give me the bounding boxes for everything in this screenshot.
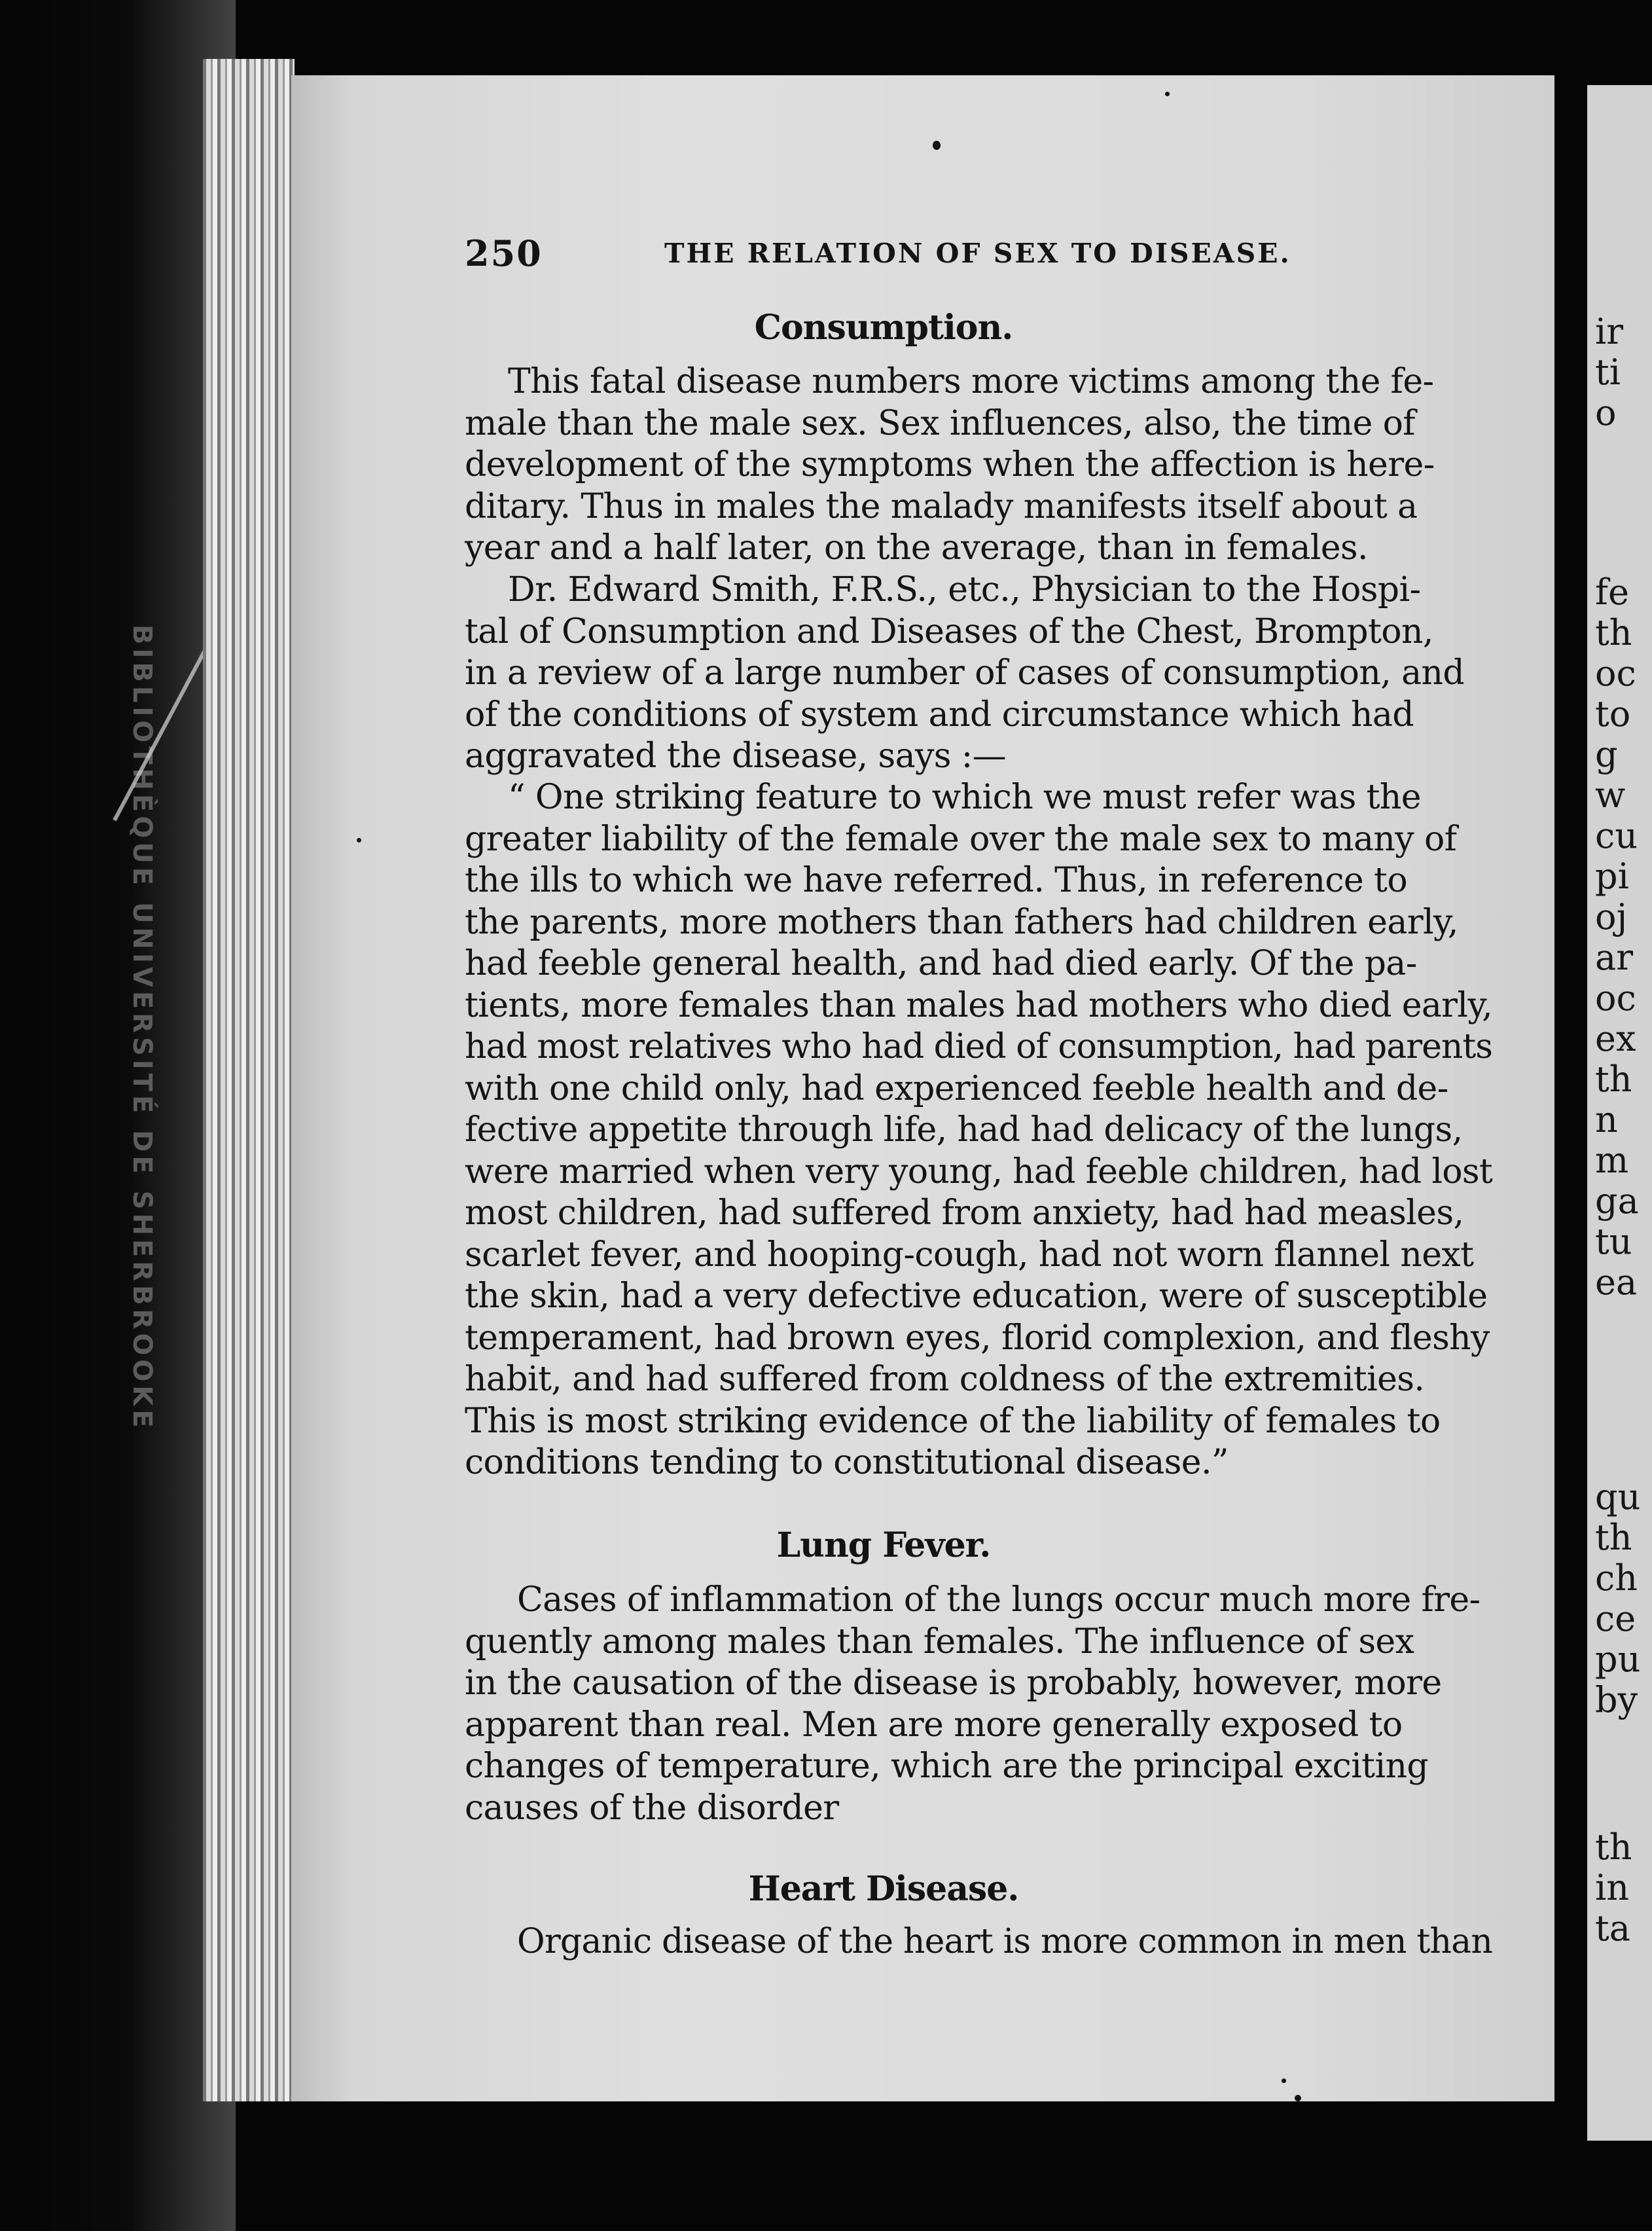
text-line: the skin, had a very defective education, were of susceptible bbox=[465, 1277, 1488, 1316]
ink-speck bbox=[1165, 92, 1170, 96]
facing-page-fragment: ta bbox=[1595, 1908, 1630, 1949]
facing-page-fragment: to bbox=[1595, 693, 1631, 735]
facing-page-fragment: th bbox=[1595, 1059, 1632, 1100]
text-line: of the conditions of system and circumstance which had bbox=[465, 695, 1414, 735]
paragraph-consumption-1 bbox=[465, 361, 1492, 570]
library-stamp: BIBLIOTHÈQUE UNIVERSITÉ DE SHERBROOKE bbox=[127, 624, 157, 1432]
text-line: were married when very young, had feeble children, had lost bbox=[465, 1152, 1492, 1191]
facing-page-fragment: oj bbox=[1595, 896, 1628, 937]
facing-page-fragment: by bbox=[1595, 1679, 1638, 1720]
text-line: most children, had suffered from anxiety, had had measles, bbox=[465, 1193, 1464, 1233]
facing-page-fragment: m bbox=[1595, 1140, 1629, 1181]
facing-page-fragment: tu bbox=[1595, 1221, 1632, 1262]
text-line: apparent than real. Men are more generally exposed to bbox=[465, 1705, 1403, 1745]
text-line: habit, and had suffered from coldness of the extremities. bbox=[465, 1360, 1425, 1399]
facing-page-fragment: pu bbox=[1595, 1639, 1641, 1680]
facing-page-fragment: ga bbox=[1595, 1180, 1639, 1222]
facing-page-fragment: th bbox=[1595, 1517, 1632, 1558]
text-line: ditary. Thus in males the malady manifests itself about a bbox=[465, 486, 1418, 526]
running-header bbox=[465, 232, 1302, 274]
text-line: scarlet fever, and hooping-cough, had not worn flannel next bbox=[465, 1235, 1474, 1275]
text-line: male than the male sex. Sex influences, also, the time of bbox=[465, 403, 1415, 443]
text-line: quently among males than females. The influence of sex bbox=[465, 1622, 1414, 1661]
ink-speck bbox=[933, 141, 941, 150]
ink-speck bbox=[1295, 2095, 1301, 2101]
section-heading-consumption: Consumption. bbox=[754, 308, 1013, 348]
text-line: had most relatives who had died of consumption, had parents bbox=[465, 1027, 1492, 1066]
facing-page-fragment: ex bbox=[1595, 1018, 1636, 1059]
facing-page-fragment: fe bbox=[1595, 571, 1629, 613]
facing-page-fragment: w bbox=[1595, 774, 1626, 816]
page-number: 250 bbox=[465, 232, 543, 274]
facing-page-fragment: pi bbox=[1595, 856, 1629, 897]
text-line: fective appetite through life, had had delicacy of the lungs, bbox=[465, 1110, 1463, 1150]
text-line: greater liability of the female over the male sex to many of bbox=[465, 819, 1457, 859]
facing-page-fragment: ce bbox=[1595, 1598, 1636, 1639]
ink-speck bbox=[1282, 2078, 1286, 2083]
ink-speck bbox=[357, 838, 361, 843]
text-line: development of the symptoms when the affection is here- bbox=[465, 445, 1435, 484]
facing-page-edge bbox=[1587, 85, 1652, 2141]
facing-page-fragment: ir bbox=[1595, 311, 1624, 352]
text-line: the ills to which we have referred. Thus, in reference to bbox=[465, 861, 1408, 900]
text-line: the parents, more mothers than fathers had children early, bbox=[465, 902, 1458, 942]
text-line: causes of the disorder bbox=[465, 1788, 839, 1828]
text-line: conditions tending to constitutional disease.” bbox=[465, 1443, 1229, 1482]
facing-page-fragment: qu bbox=[1595, 1476, 1641, 1517]
paragraph-heart-disease bbox=[517, 1921, 1492, 1963]
paragraph-quotation bbox=[465, 777, 1492, 1484]
facing-page-fragment: ch bbox=[1595, 1557, 1638, 1599]
text-line: aggravated the disease, says :— bbox=[465, 736, 1007, 776]
text-line: “ One striking feature to which we must refer was the bbox=[508, 778, 1421, 817]
text-line: Organic disease of the heart is more common in men than bbox=[517, 1922, 1492, 1961]
facing-page-fragment: cu bbox=[1595, 815, 1638, 856]
text-line: tal of Consumption and Diseases of the Chest, Brompton, bbox=[465, 611, 1433, 651]
section-heading-lung-fever: Lung Fever. bbox=[776, 1525, 991, 1565]
facing-page-fragment: oc bbox=[1595, 977, 1636, 1019]
text-line: with one child only, had experienced feeble health and de- bbox=[465, 1068, 1448, 1108]
text-line: This fatal disease numbers more victims among the fe- bbox=[508, 362, 1434, 401]
facing-page-fragment: ti bbox=[1595, 352, 1621, 393]
facing-page-fragment: o bbox=[1595, 392, 1617, 433]
page-edges bbox=[203, 59, 295, 2101]
facing-page-fragment: th bbox=[1595, 1826, 1632, 1868]
text-line: changes of temperature, which are the principal exciting bbox=[465, 1747, 1429, 1786]
facing-page-fragment: in bbox=[1595, 1867, 1630, 1908]
book-gutter bbox=[1554, 0, 1587, 2231]
facing-page-fragment: ea bbox=[1595, 1261, 1638, 1303]
facing-page-fragment: oc bbox=[1595, 653, 1636, 694]
paragraph-consumption-2 bbox=[465, 570, 1492, 778]
text-line: tients, more females than males had mothers who died early, bbox=[465, 985, 1492, 1025]
text-line: Cases of inflammation of the lungs occur much more fre- bbox=[517, 1580, 1481, 1620]
text-line: had feeble general health, and had died early. Of the pa- bbox=[465, 944, 1417, 983]
facing-page-fragment: g bbox=[1595, 734, 1618, 775]
text-line: temperament, had brown eyes, florid complexion, and fleshy bbox=[465, 1318, 1490, 1358]
section-heading-heart-disease: Heart Disease. bbox=[748, 1869, 1019, 1909]
facing-page-fragment: n bbox=[1595, 1099, 1618, 1140]
text-line: Dr. Edward Smith, F.R.S., etc., Physician to the Hospi- bbox=[508, 570, 1421, 609]
text-line: in the causation of the disease is probably, however, more bbox=[465, 1663, 1442, 1703]
text-line: year and a half later, on the average, than in females. bbox=[465, 528, 1368, 568]
running-title: THE RELATION OF SEX TO DISEASE. bbox=[664, 238, 1291, 269]
facing-page-fragment: th bbox=[1595, 612, 1632, 653]
text-line: in a review of a large number of cases of consumption, and bbox=[465, 653, 1465, 693]
facing-page-fragment: ar bbox=[1595, 937, 1634, 978]
text-line: This is most striking evidence of the liability of females to bbox=[465, 1401, 1441, 1441]
paragraph-lung-fever bbox=[465, 1580, 1492, 1829]
book-spine bbox=[0, 0, 236, 2231]
